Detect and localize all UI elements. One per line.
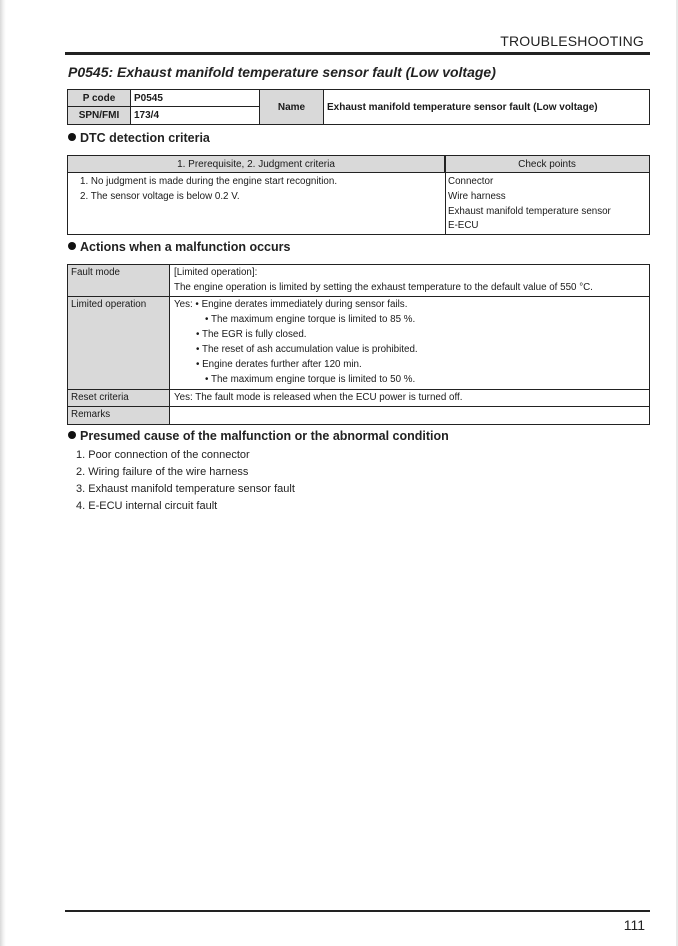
- p-code-value: P0545: [131, 90, 260, 107]
- limited-operation-line: • The maximum engine torque is limited to 85 %.: [205, 314, 416, 325]
- row-divider: [170, 406, 649, 407]
- limited-operation-line: • Engine derates further after 120 min.: [196, 359, 362, 370]
- name-value: Exhaust manifold temperature sensor fault (Low voltage): [327, 101, 598, 113]
- criteria-line: 1. No judgment is made during the engine start recognition.: [80, 176, 338, 187]
- fault-mode-line: [Limited operation]:: [174, 267, 258, 278]
- spn-fmi-label: SPN/FMI: [68, 107, 131, 124]
- dtc-code-table: [67, 89, 650, 125]
- cause-item: 2. Wiring failure of the wire harness: [76, 466, 249, 478]
- check-point-item: E-ECU: [448, 220, 479, 231]
- fault-mode-label: Fault mode: [68, 265, 170, 297]
- actions-heading: Actions when a malfunction occurs: [68, 240, 290, 254]
- page-number: 111: [623, 917, 645, 933]
- row-divider: [170, 389, 649, 390]
- spn-fmi-value: 173/4: [131, 107, 260, 124]
- check-points-column-header: Check points: [445, 156, 649, 173]
- p-code-label: P code: [68, 90, 131, 107]
- row-divider: [170, 296, 649, 297]
- name-label: Name: [260, 90, 324, 124]
- section-header: TROUBLESHOOTING: [500, 33, 644, 49]
- limited-operation-line: • The reset of ash accumulation value is prohibited.: [196, 344, 418, 355]
- cause-item: 4. E-ECU internal circuit fault: [76, 500, 218, 512]
- criteria-line: 2. The sensor voltage is below 0.2 V.: [80, 191, 240, 202]
- bullet-icon: [68, 133, 76, 141]
- limited-operation-line: • The EGR is fully closed.: [196, 329, 307, 340]
- check-point-item: Exhaust manifold temperature sensor: [448, 206, 611, 217]
- cause-item: 1. Poor connection of the connector: [76, 449, 250, 461]
- reset-criteria-value: Yes: The fault mode is released when the ECU power is turned off.: [174, 392, 463, 403]
- bullet-icon: [68, 431, 76, 439]
- page-edge: [0, 0, 6, 946]
- bullet-icon: [68, 242, 76, 250]
- reset-criteria-label: Reset criteria: [68, 390, 170, 407]
- check-point-item: Wire harness: [448, 191, 506, 202]
- dtc-title: P0545: Exhaust manifold temperature sensor fault (Low voltage): [68, 64, 496, 80]
- remarks-label: Remarks: [68, 407, 170, 424]
- column-divider: [445, 156, 446, 234]
- limited-operation-line: Yes: • Engine derates immediately during sensor fails.: [174, 299, 408, 310]
- actions-table: [67, 264, 650, 425]
- limited-operation-label: Limited operation: [68, 297, 170, 390]
- fault-mode-line: The engine operation is limited by setting the exhaust temperature to the default value of 550 °C.: [174, 282, 593, 293]
- header-rule: [65, 52, 650, 55]
- detection-criteria-table: [67, 155, 650, 235]
- footer-rule: [65, 910, 650, 912]
- cause-item: 3. Exhaust manifold temperature sensor fault: [76, 483, 295, 495]
- causes-heading: Presumed cause of the malfunction or the abnormal condition: [68, 429, 449, 443]
- criteria-column-header: 1. Prerequisite, 2. Judgment criteria: [68, 156, 445, 173]
- check-point-item: Connector: [448, 176, 494, 187]
- limited-operation-line: • The maximum engine torque is limited to 50 %.: [205, 374, 416, 385]
- detection-heading: DTC detection criteria: [68, 131, 210, 145]
